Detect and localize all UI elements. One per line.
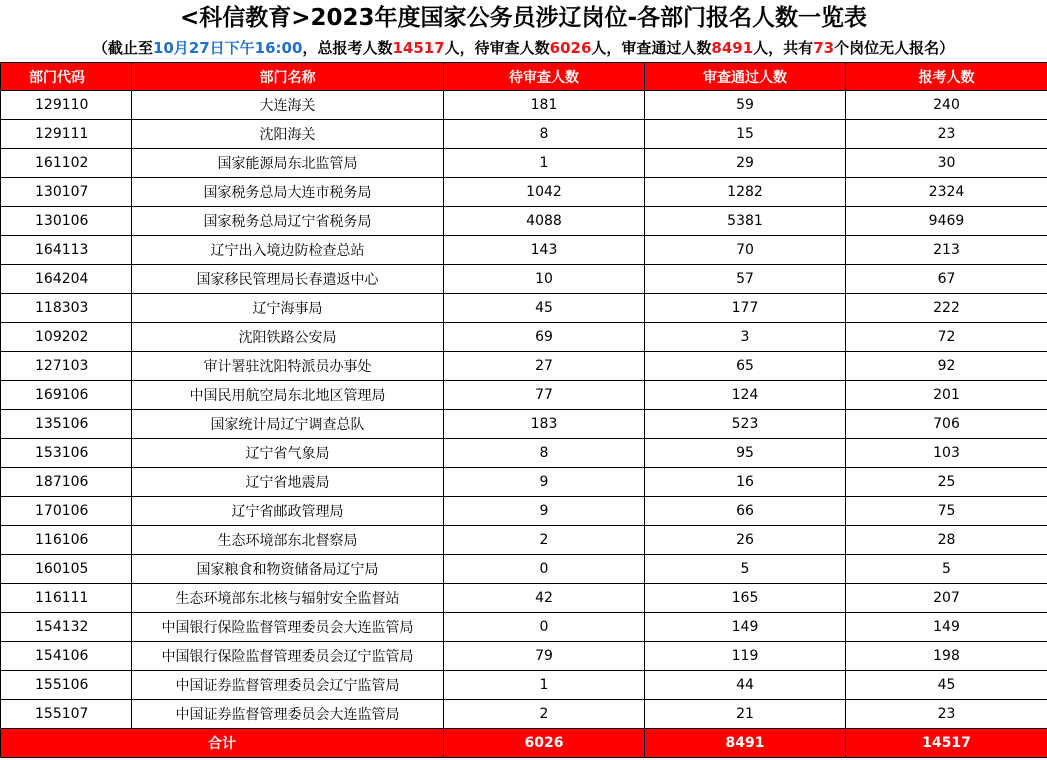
total-label: ，总报考人数	[302, 39, 393, 57]
cell-code: 153106	[1, 439, 132, 468]
cell-approved: 3	[645, 323, 846, 352]
cell-department-name: 国家移民管理局长春遣返中心	[132, 265, 444, 294]
page-subtitle	[0, 37, 1047, 62]
table-footer	[1, 729, 1047, 758]
cell-code: 116111	[1, 584, 132, 613]
cutoff-time: 10月27日下午16:00	[152, 39, 303, 57]
cell-pending: 8	[444, 439, 645, 468]
cell-code: 154106	[1, 642, 132, 671]
cell-department-name: 中国证券监督管理委员会辽宁监管局	[132, 671, 444, 700]
cell-pending: 0	[444, 613, 645, 642]
footer-pending: 6026	[444, 729, 645, 758]
cell-department-name: 辽宁出入境边防检查总站	[132, 236, 444, 265]
table-body	[1, 91, 1047, 729]
cell-department-name: 国家统计局辽宁调查总队	[132, 410, 444, 439]
cell-total: 2324	[846, 178, 1047, 207]
cell-pending: 183	[444, 410, 645, 439]
table-row	[1, 671, 1047, 700]
table-row	[1, 526, 1047, 555]
footer-label: 合计	[1, 729, 444, 758]
cell-total: 222	[846, 294, 1047, 323]
cell-code: 109202	[1, 323, 132, 352]
cell-total: 103	[846, 439, 1047, 468]
cell-code: 160105	[1, 555, 132, 584]
cell-pending: 8	[444, 120, 645, 149]
cell-department-name: 国家税务总局大连市税务局	[132, 178, 444, 207]
pending-label: 人，待审查人数	[444, 39, 550, 57]
cell-approved: 70	[645, 236, 846, 265]
cell-department-name: 辽宁省地震局	[132, 468, 444, 497]
table-row	[1, 149, 1047, 178]
cell-code: 164113	[1, 236, 132, 265]
cell-code: 129111	[1, 120, 132, 149]
cell-pending: 42	[444, 584, 645, 613]
cell-code: 187106	[1, 468, 132, 497]
cell-approved: 65	[645, 352, 846, 381]
cell-total: 92	[846, 352, 1047, 381]
cell-total: 5	[846, 555, 1047, 584]
cell-approved: 16	[645, 468, 846, 497]
cell-approved: 165	[645, 584, 846, 613]
cell-department-name: 辽宁省气象局	[132, 439, 444, 468]
column-header-pending: 待审查人数	[444, 63, 645, 91]
cell-pending: 143	[444, 236, 645, 265]
footer-approved: 8491	[645, 729, 846, 758]
cell-pending: 1	[444, 671, 645, 700]
table-row	[1, 236, 1047, 265]
cell-department-name: 中国证券监督管理委员会大连监管局	[132, 700, 444, 729]
cell-pending: 79	[444, 642, 645, 671]
table-row	[1, 497, 1047, 526]
cell-approved: 177	[645, 294, 846, 323]
cell-total: 240	[846, 91, 1047, 120]
subtitle-open: （截止至	[92, 39, 153, 57]
header-row	[1, 63, 1047, 91]
cell-code: 118303	[1, 294, 132, 323]
cell-department-name: 国家粮食和物资储备局辽宁局	[132, 555, 444, 584]
cell-approved: 149	[645, 613, 846, 642]
footer-row	[1, 729, 1047, 758]
cell-total: 30	[846, 149, 1047, 178]
table-row	[1, 323, 1047, 352]
cell-department-name: 沈阳铁路公安局	[132, 323, 444, 352]
cell-total: 45	[846, 671, 1047, 700]
cell-total: 67	[846, 265, 1047, 294]
cell-approved: 57	[645, 265, 846, 294]
cell-approved: 26	[645, 526, 846, 555]
footer-total: 14517	[846, 729, 1047, 758]
cell-department-name: 审计署驻沈阳特派员办事处	[132, 352, 444, 381]
table-row	[1, 555, 1047, 584]
table-row	[1, 294, 1047, 323]
cell-approved: 29	[645, 149, 846, 178]
cell-pending: 2	[444, 526, 645, 555]
cell-approved: 15	[645, 120, 846, 149]
table-row	[1, 700, 1047, 729]
cell-total: 75	[846, 497, 1047, 526]
cell-total: 72	[846, 323, 1047, 352]
cell-code: 169106	[1, 381, 132, 410]
cell-code: 135106	[1, 410, 132, 439]
cell-total: 207	[846, 584, 1047, 613]
cell-pending: 10	[444, 265, 645, 294]
cell-code: 154132	[1, 613, 132, 642]
pending-count: 6026	[549, 39, 592, 57]
cell-department-name: 中国民用航空局东北地区管理局	[132, 381, 444, 410]
cell-pending: 27	[444, 352, 645, 381]
cell-code: 155107	[1, 700, 132, 729]
cell-code: 129110	[1, 91, 132, 120]
table-row	[1, 352, 1047, 381]
cell-code: 164204	[1, 265, 132, 294]
table-row	[1, 642, 1047, 671]
cell-code: 116106	[1, 526, 132, 555]
table-row	[1, 468, 1047, 497]
cell-approved: 119	[645, 642, 846, 671]
registration-table	[0, 62, 1047, 758]
cell-department-name: 辽宁海事局	[132, 294, 444, 323]
cell-department-name: 生态环境部东北督察局	[132, 526, 444, 555]
table-row	[1, 381, 1047, 410]
cell-pending: 9	[444, 497, 645, 526]
cell-department-name: 大连海关	[132, 91, 444, 120]
cell-pending: 1042	[444, 178, 645, 207]
cell-approved: 59	[645, 91, 846, 120]
table-row	[1, 439, 1047, 468]
page-title: <科信教育>2023年度国家公务员涉辽岗位-各部门报名人数一览表	[179, 5, 868, 31]
cell-code: 127103	[1, 352, 132, 381]
cell-total: 198	[846, 642, 1047, 671]
cell-total: 23	[846, 120, 1047, 149]
cell-pending: 1	[444, 149, 645, 178]
cell-approved: 21	[645, 700, 846, 729]
cell-total: 201	[846, 381, 1047, 410]
cell-pending: 4088	[444, 207, 645, 236]
cell-department-name: 沈阳海关	[132, 120, 444, 149]
cell-total: 9469	[846, 207, 1047, 236]
cell-department-name: 中国银行保险监督管理委员会辽宁监管局	[132, 642, 444, 671]
cell-pending: 69	[444, 323, 645, 352]
cell-code: 130106	[1, 207, 132, 236]
cell-code: 161102	[1, 149, 132, 178]
cell-pending: 2	[444, 700, 645, 729]
cell-total: 706	[846, 410, 1047, 439]
table-row	[1, 584, 1047, 613]
cell-code: 155106	[1, 671, 132, 700]
zero-label: 人，共有	[753, 39, 814, 57]
table-row	[1, 265, 1047, 294]
column-header-total: 报考人数	[846, 63, 1047, 91]
table-row	[1, 207, 1047, 236]
table-row	[1, 613, 1047, 642]
cell-department-name: 中国银行保险监督管理委员会大连监管局	[132, 613, 444, 642]
column-header-code: 部门代码	[1, 63, 132, 91]
cell-total: 23	[846, 700, 1047, 729]
cell-approved: 95	[645, 439, 846, 468]
approved-count: 8491	[711, 39, 754, 57]
table-row	[1, 91, 1047, 120]
column-header-approved: 审查通过人数	[645, 63, 846, 91]
cell-approved: 66	[645, 497, 846, 526]
subtitle-close: 个岗位无人报名）	[834, 39, 955, 57]
approved-label: 人，审查通过人数	[591, 39, 712, 57]
table-row	[1, 120, 1047, 149]
cell-pending: 0	[444, 555, 645, 584]
cell-code: 170106	[1, 497, 132, 526]
cell-department-name: 国家能源局东北监管局	[132, 149, 444, 178]
cell-department-name: 生态环境部东北核与辐射安全监督站	[132, 584, 444, 613]
zero-position-count: 73	[813, 39, 835, 57]
cell-approved: 124	[645, 381, 846, 410]
cell-total: 213	[846, 236, 1047, 265]
cell-approved: 523	[645, 410, 846, 439]
cell-pending: 77	[444, 381, 645, 410]
cell-approved: 1282	[645, 178, 846, 207]
table-header	[1, 63, 1047, 91]
cell-approved: 44	[645, 671, 846, 700]
column-header-name: 部门名称	[132, 63, 444, 91]
cell-total: 149	[846, 613, 1047, 642]
cell-code: 130107	[1, 178, 132, 207]
cell-department-name: 国家税务总局辽宁省税务局	[132, 207, 444, 236]
total-count: 14517	[392, 39, 445, 57]
table-row	[1, 178, 1047, 207]
cell-approved: 5381	[645, 207, 846, 236]
table-row	[1, 410, 1047, 439]
cell-pending: 9	[444, 468, 645, 497]
cell-pending: 45	[444, 294, 645, 323]
cell-pending: 181	[444, 91, 645, 120]
cell-total: 28	[846, 526, 1047, 555]
cell-department-name: 辽宁省邮政管理局	[132, 497, 444, 526]
cell-total: 25	[846, 468, 1047, 497]
cell-approved: 5	[645, 555, 846, 584]
